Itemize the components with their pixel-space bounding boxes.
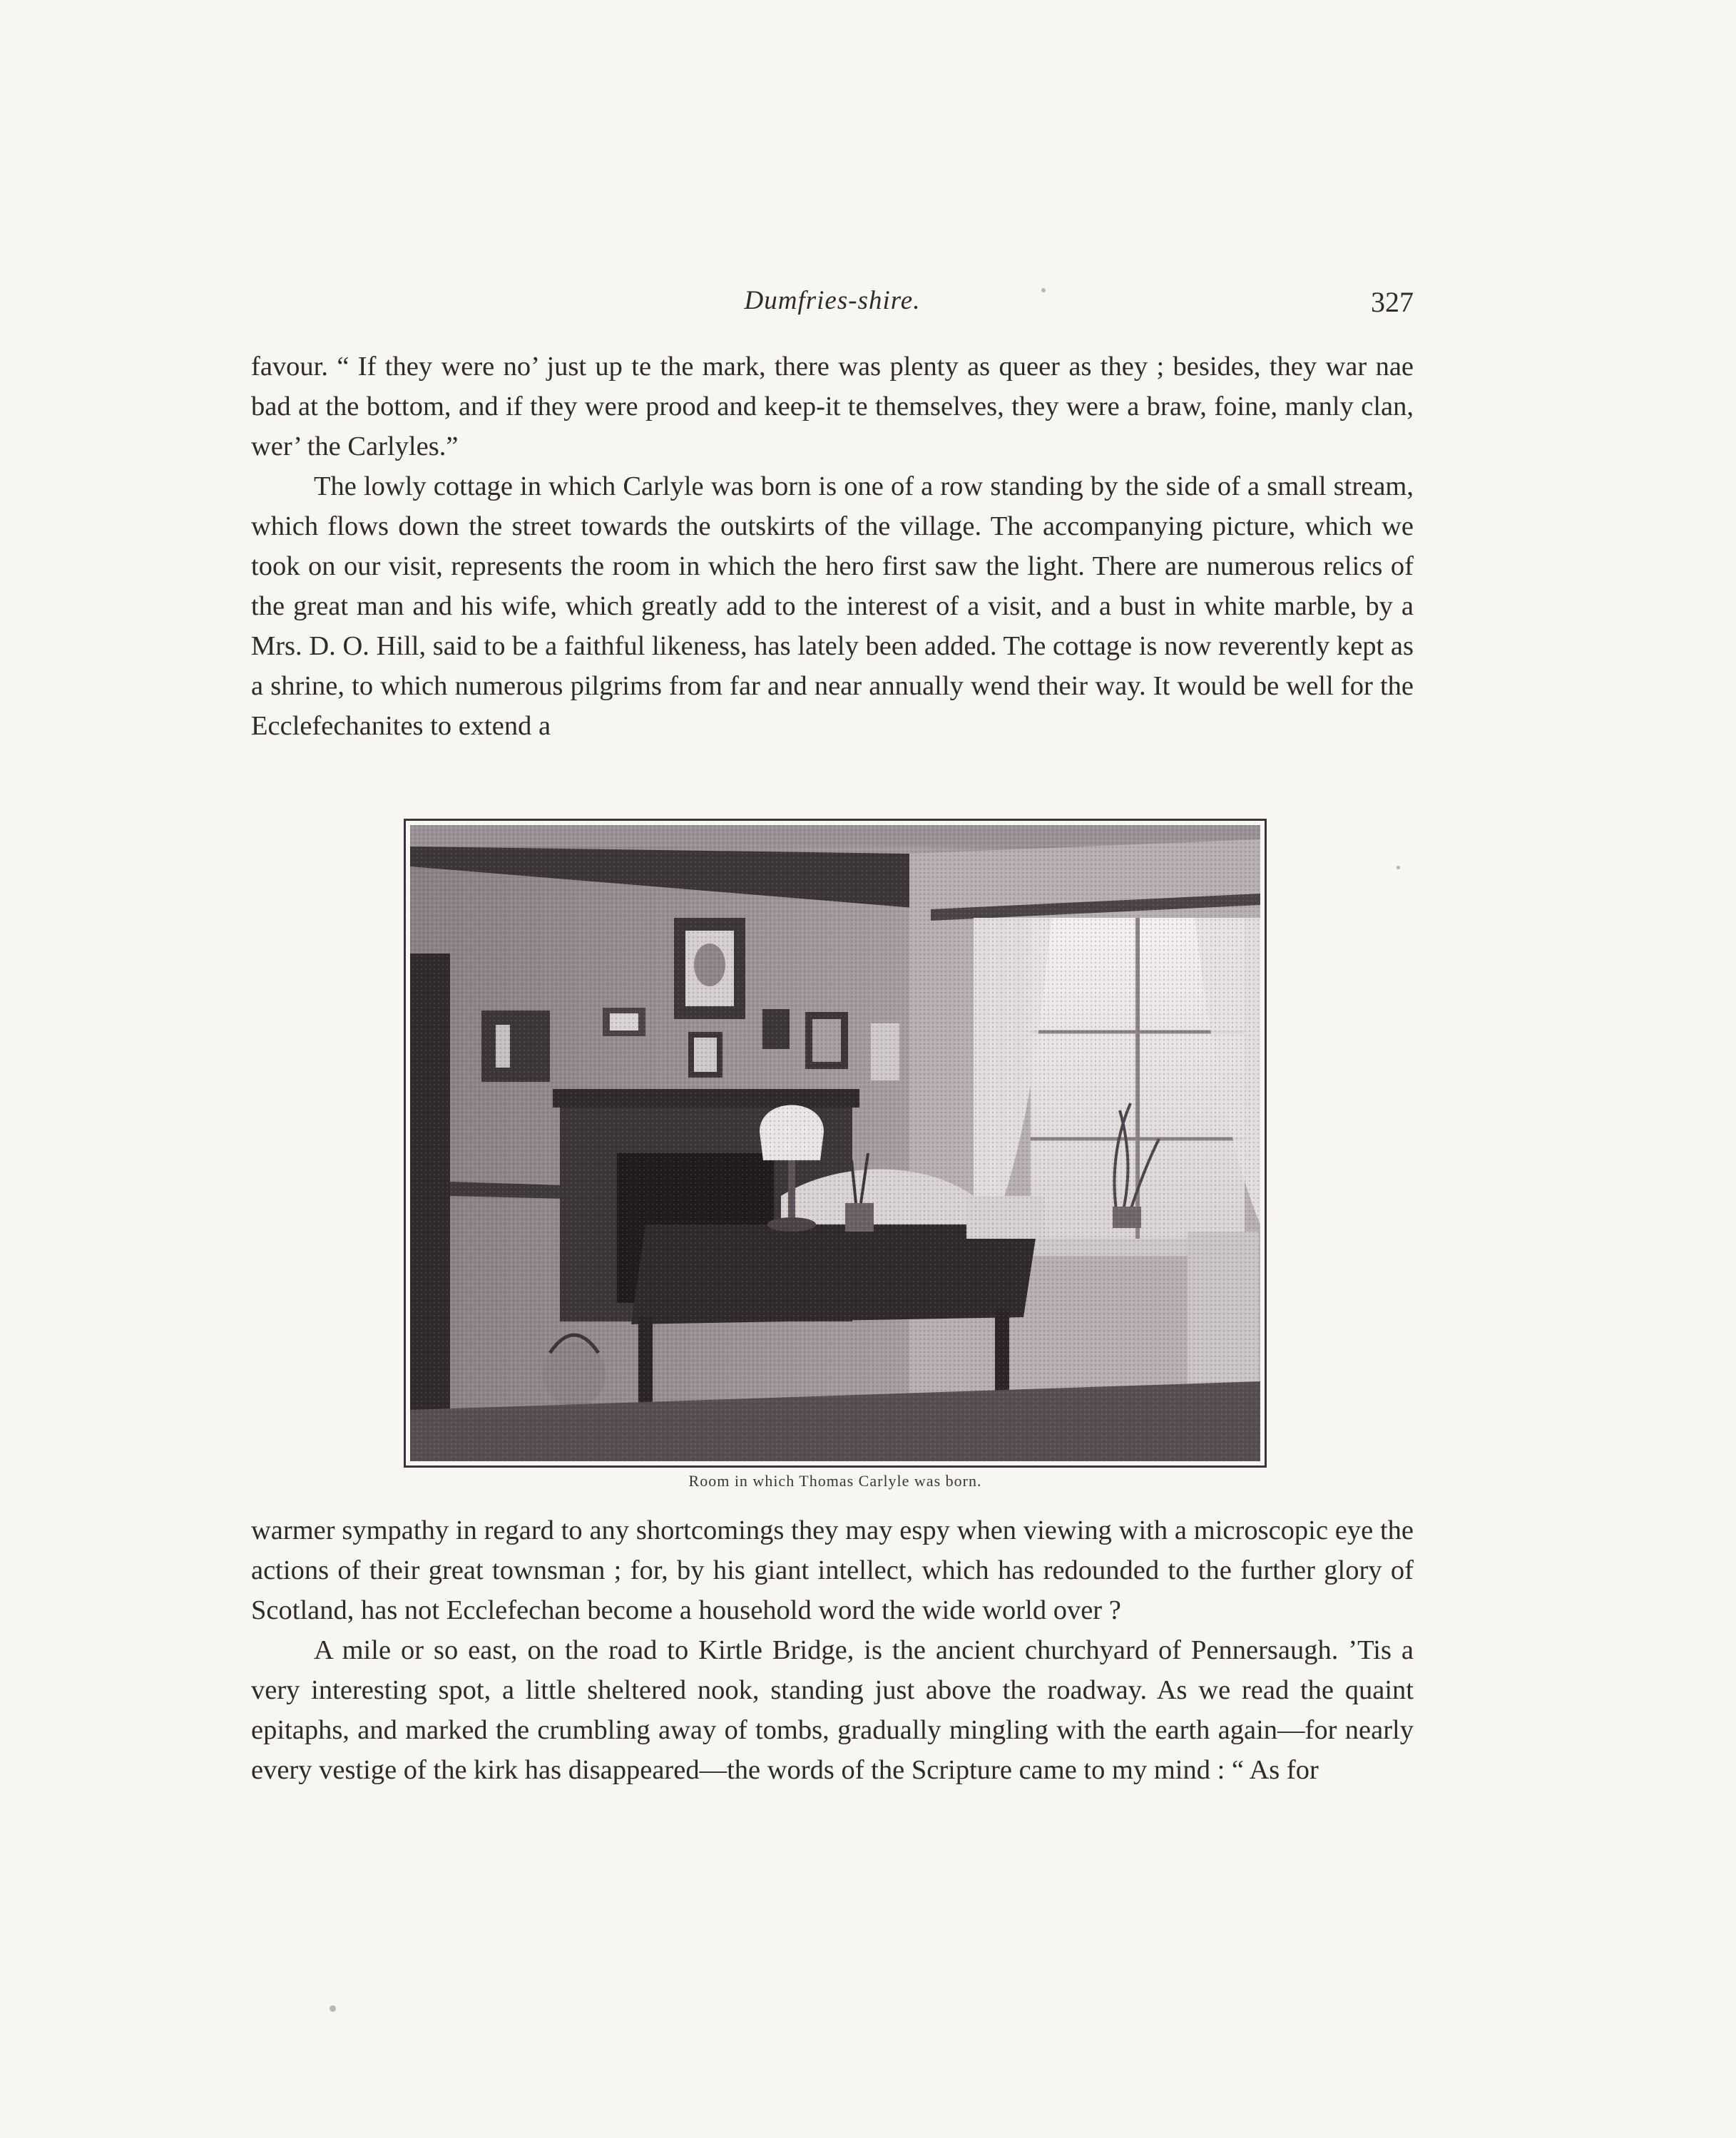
running-title: Dumfries-shire. [744,286,921,315]
text-block-before-figure [251,347,1414,746]
paper-speck [330,2005,336,2012]
paper-speck [1041,288,1046,292]
paragraph-continued-after-figure: warmer sympathy in regard to any shortcomings they may espy when viewing with a microscopic eye the actions of their great townsman ; for, by his giant intellect, which has redounded to the further glory of Scotland, has not Ecclefechan become a household word the wide world over ? [251,1515,1414,1625]
running-head [251,285,1414,328]
photograph-carlyle-room [404,819,1267,1468]
page-number: 327 [1371,286,1414,318]
text-block-after-figure [251,1510,1414,1790]
paragraph-pennersaugh: A mile or so east, on the road to Kirtle Bridge, is the ancient churchyard of Pennersaugh. ’Tis a very interesting spot, a little sheltered nook, standing just above the roadway. As we read the quaint epitaphs, and marked the crumbling away of tombs, gradually mingling with the earth again—for nearly every vestige of the kirk has disappeared—the words of the Scripture came to my mind : “ As for [251,1635,1414,1785]
paragraph-continued: favour. “ If they were no’ just up te the mark, there was plenty as queer as they ; besides, they war nae bad at the bottom, and if they were prood and keep-it te themselves, they were a braw, foine, manly clan, wer’ the Carlyles.” [251,352,1414,461]
room-photo-illustration [410,825,1260,1461]
paragraph-cottage: The lowly cottage in which Carlyle was born is one of a row standing by the side of a small stream, which flows down the street towards the outskirts of the village. The accompanying picture, which we took on our visit, represents the room in which the hero first saw the light. There are numerous relics of the great man and his wife, which greatly add to the interest of a visit, and a bust in white marble, by a Mrs. D. O. Hill, said to be a faithful likeness, has lately been added. The cottage is now reverently kept as a shrine, to which numerous pilgrims from far and near annually wend their way. It would be well for the Ecclefechanites to extend a [251,471,1414,741]
figure-caption: Room in which Thomas Carlyle was born. [688,1472,982,1490]
paper-speck [1397,866,1400,869]
